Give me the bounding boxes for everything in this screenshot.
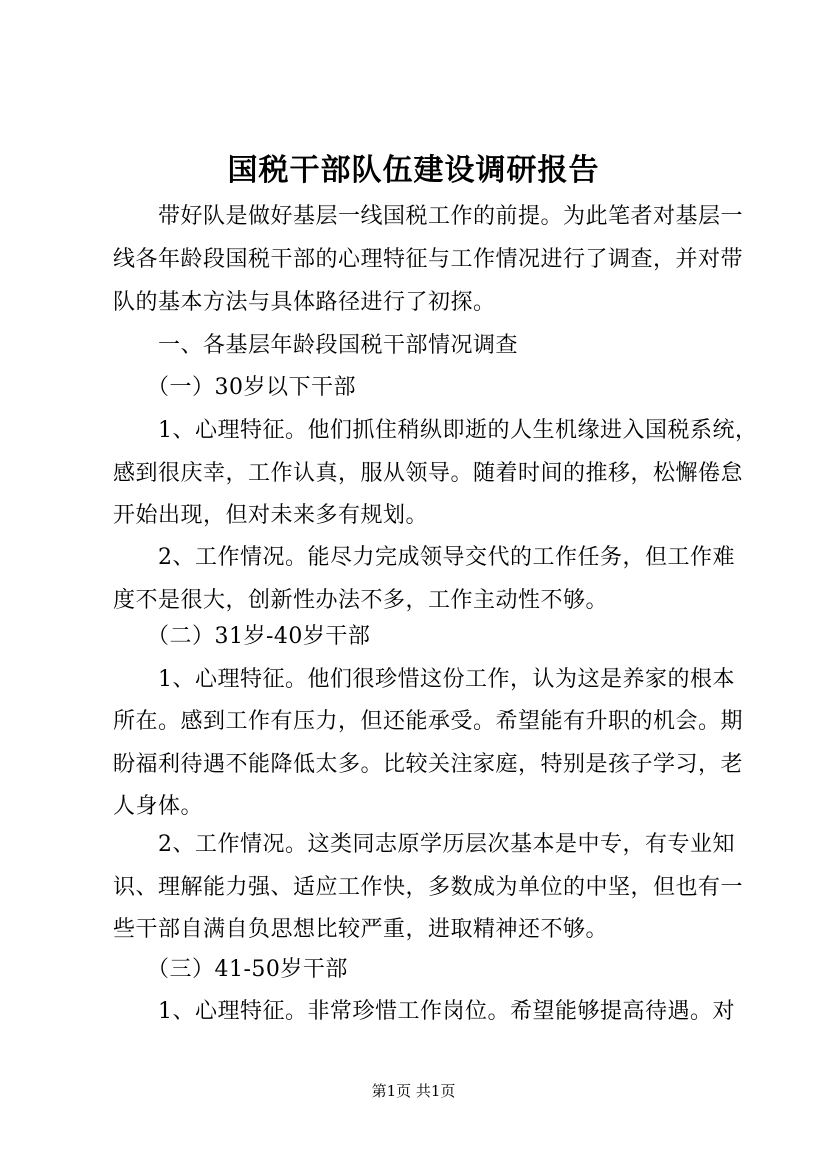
body-line: 1、心理特征。非常珍惜工作岗位。希望能够提高待遇。对 — [113, 999, 735, 1024]
body-line: 1、心理特征。他们很珍惜这份工作，认为这是养家的根本 — [113, 667, 735, 692]
subsection-heading: （二）31岁-40岁干部 — [113, 624, 371, 649]
body-line: 度不是很大，创新性办法不多，工作主动性不够。 — [113, 588, 609, 613]
body-line: 线各年龄段国税干部的心理特征与工作情况进行了调查，并对带 — [113, 247, 744, 272]
subsection-heading: （三）41-50岁干部 — [113, 957, 348, 982]
body-line: 所在。感到工作有压力，但还能承受。希望能有升职的机会。期 — [113, 709, 744, 734]
body-line: 2、工作情况。能尽力完成领导交代的工作任务，但工作难 — [113, 545, 735, 570]
body-line: 识、理解能力强、适应工作快，多数成为单位的中坚，但也有一 — [113, 875, 744, 900]
body-line: 人身体。 — [113, 794, 204, 819]
body-line: 开始出现，但对未来多有规划。 — [113, 503, 429, 528]
body-line: 感到很庆幸，工作认真，服从领导。随着时间的推移，松懈倦怠 — [113, 461, 744, 486]
body-line: 2、工作情况。这类同志原学历层次基本是中专，有专业知 — [113, 832, 735, 857]
body-line: 带好队是做好基层一线国税工作的前提。为此笔者对基层一 — [113, 204, 744, 229]
body-line: 队的基本方法与具体路径进行了初探。 — [113, 290, 496, 315]
body-line: 些干部自满自负思想比较严重，进取精神还不够。 — [113, 917, 609, 942]
body-line: 1、心理特征。他们抓住稍纵即逝的人生机缘进入国税系统， — [113, 418, 758, 443]
document-title: 国税干部队伍建设调研报告 — [227, 153, 600, 188]
subsection-heading: （一）30岁以下干部 — [113, 375, 356, 400]
section-heading: 一、各基层年龄段国税干部情况调查 — [113, 333, 519, 358]
body-line: 盼福利待遇不能降低太多。比较关注家庭，特别是孩子学习，老 — [113, 752, 744, 777]
page-footer: 第1页 共1页 — [371, 1082, 456, 1100]
